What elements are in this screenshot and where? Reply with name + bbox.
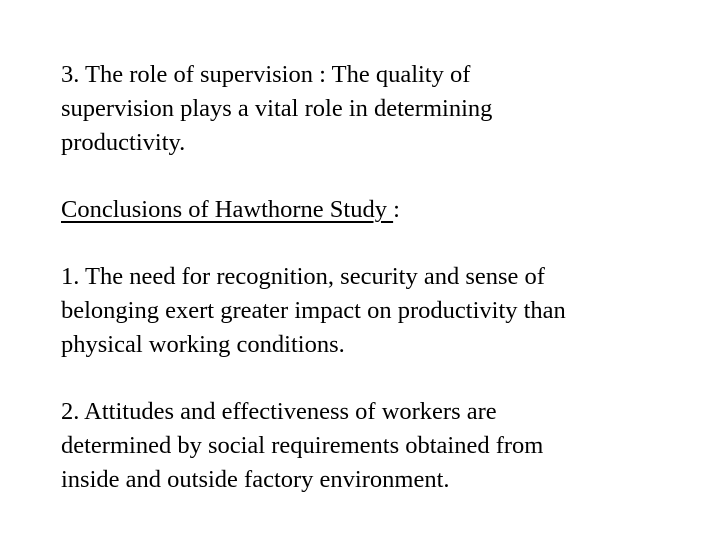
conclusion-1-text: 1. The need for recognition, security and sense of belonging exert greater impact on productivity than physical working conditions. bbox=[61, 263, 566, 358]
conclusion-2-text: 2. Attitudes and effectiveness of workers are determined by social requirements obtained from inside and outside factory environment. bbox=[61, 398, 544, 493]
point-3-text: 3. The role of supervision : The quality of supervision plays a vital role in determining productivity. bbox=[61, 61, 493, 156]
conclusions-heading-title: Conclusions of Hawthorne Study bbox=[61, 196, 394, 223]
conclusions-heading-colon: : bbox=[393, 196, 400, 223]
conclusions-heading bbox=[61, 193, 691, 227]
